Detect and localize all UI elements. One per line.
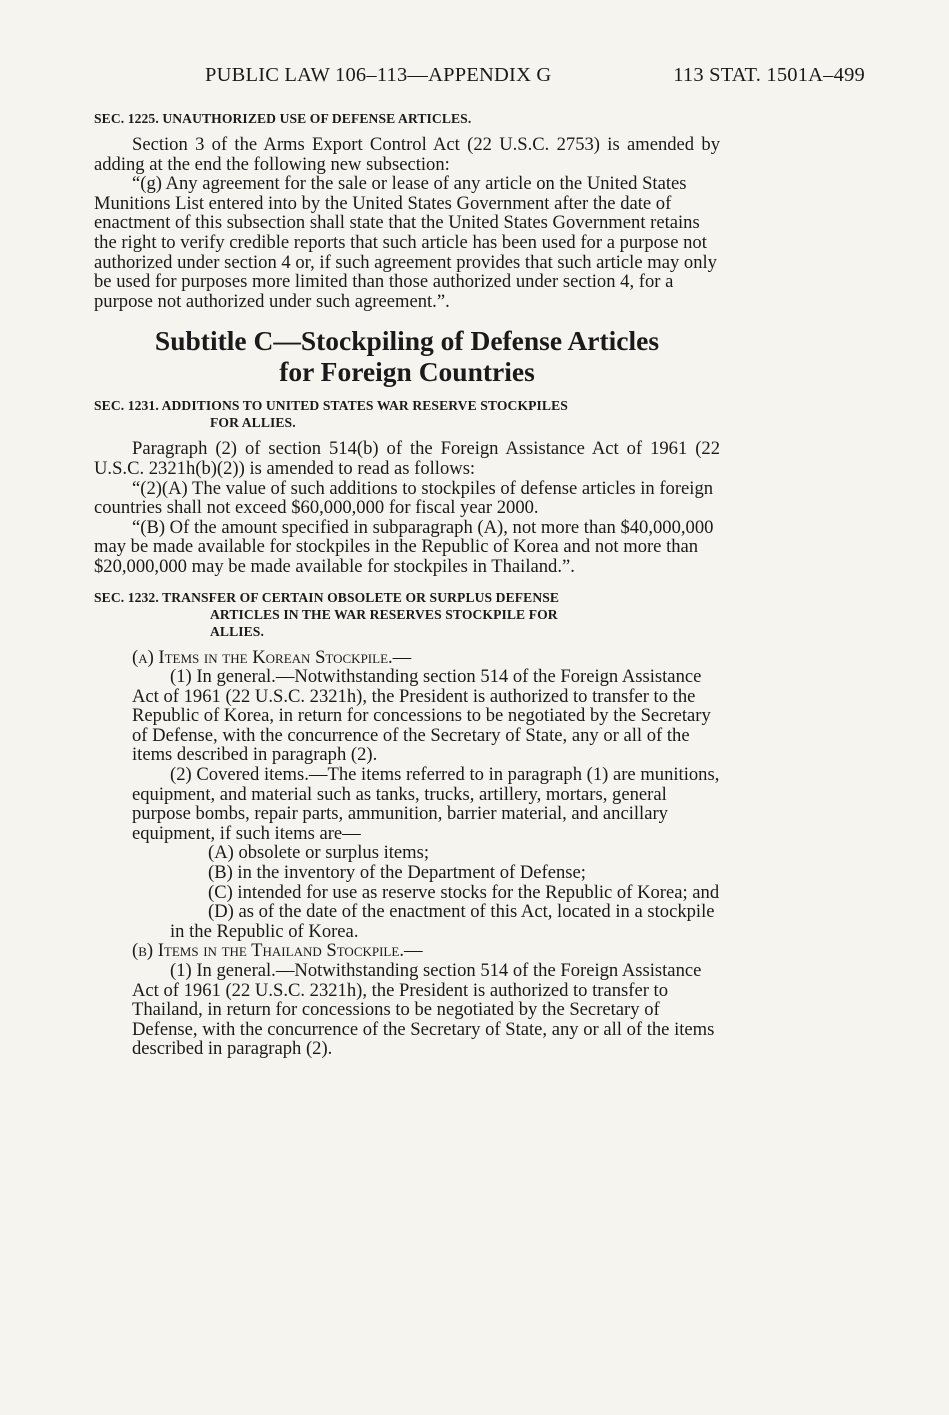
subtitle-line-2: for Foreign Countries (279, 356, 535, 388)
sec-1232-subsection-a-heading (94, 648, 720, 668)
subtitle-heading (94, 325, 720, 387)
sec-1232-a-item-C: (C) intended for use as reserve stocks for the Republic of Korea; and (208, 881, 720, 903)
header-stat-page: 113 STAT. 1501A–499 (673, 64, 865, 86)
sec-1231-paragraph: Paragraph (2) of section 514(b) of the Foreign Assistance Act of 1961 (22 U.S.C. 2321h(b)(2)) is amended to read as follows: (94, 438, 720, 479)
sec-1225-heading: SEC. 1225. UNAUTHORIZED USE OF DEFENSE ARTICLES. (94, 111, 472, 126)
sec-1232-a-item-B: (B) in the inventory of the Department of Defense; (208, 862, 586, 884)
sec-1232-a-item-D: (D) as of the date of the enactment of this Act, located in a stockpile in the Republic of Korea. (170, 901, 715, 942)
sec-1232-heading-line-3: ALLIES. (210, 623, 264, 639)
header-law-title: PUBLIC LAW 106–113—APPENDIX G (205, 64, 552, 86)
sec-1231-heading-line-2: FOR ALLIES. (210, 415, 296, 431)
subsection-b-title: (b) Items in the Thailand Stockpile.— (132, 940, 423, 962)
sec-1232-heading-line-2: ARTICLES IN THE WAR RESERVES STOCKPILE FOR (210, 606, 558, 622)
running-header (205, 64, 865, 87)
sec-1231-clause-b: “(B) Of the amount specified in subparagraph (A), not more than $40,000,000 may be made available for stockpiles in the Republic of Korea and not more than $20,000,000 may be made available for stockpiles in Thailand.”. (94, 516, 714, 577)
subsection-a-title: (a) Items in the Korean Stockpile.— (132, 646, 412, 668)
sec-1231-heading-line-1: SEC. 1231. ADDITIONS TO UNITED STATES WAR RESERVE STOCKPILES (94, 398, 568, 414)
subtitle-line-1: Subtitle C—Stockpiling of Defense Articles (154, 325, 660, 357)
body-column (94, 110, 720, 1059)
sec-1232-b-paragraph-1: (1) In general.—Notwithstanding section 514 of the Foreign Assistance Act of 1961 (22 U.S.C. 2321h), the President is authorized to transfer to Thailand, in return for concessions to be negotiated by the Secretary of Defense, with the concurrence of the Secretary of State, any or all of the items described in paragraph (2). (132, 960, 715, 1060)
sec-1231-clause-2a: “(2)(A) The value of such additions to stockpiles of defense articles in foreign countries shall not exceed $60,000,000 for fiscal year 2000. (94, 477, 714, 519)
sec-1232-heading (94, 589, 720, 640)
sec-1232-heading-line-1: SEC. 1232. TRANSFER OF CERTAIN OBSOLETE OR SURPLUS DEFENSE (94, 589, 560, 605)
sec-1232-a-paragraph-2: (2) Covered items.—The items referred to in paragraph (1) are munitions, equipment, and material such as tanks, trucks, artillery, mortars, general purpose bombs, repair parts, ammunition, barrier material, and ancillary equipment, if such items are— (132, 764, 720, 844)
sec-1225-subsection-g: “(g) Any agreement for the sale or lease of any article on the United States Munitions List entered into by the United States Government after the date of enactment of this subsection shall state that the United States Government retains the right to verify credible reports that such article has been used for a purpose not authorized under section 4 or, if such agreement provides that such article may only be used for purposes more limited than those authorized under section 4, for a purpose not authorized under such agreement.”. (94, 173, 717, 312)
sec-1225-paragraph: Section 3 of the Arms Export Control Act (22 U.S.C. 2753) is amended by adding at the end the following new subsection: (94, 134, 720, 175)
sec-1232-a-paragraph-1: (1) In general.—Notwithstanding section 514 of the Foreign Assistance Act of 1961 (22 U.S.C. 2321h), the President is authorized to transfer to the Republic of Korea, in return for concessions to be negotiated by the Secretary of Defense, with the concurrence of the Secretary of State, any or all of the items described in paragraph (2). (132, 666, 711, 766)
sec-1231-heading (94, 397, 720, 431)
sec-1232-a-item-A: (A) obsolete or surplus items; (208, 842, 430, 864)
sec-1232-subsection-b-heading (94, 941, 720, 961)
